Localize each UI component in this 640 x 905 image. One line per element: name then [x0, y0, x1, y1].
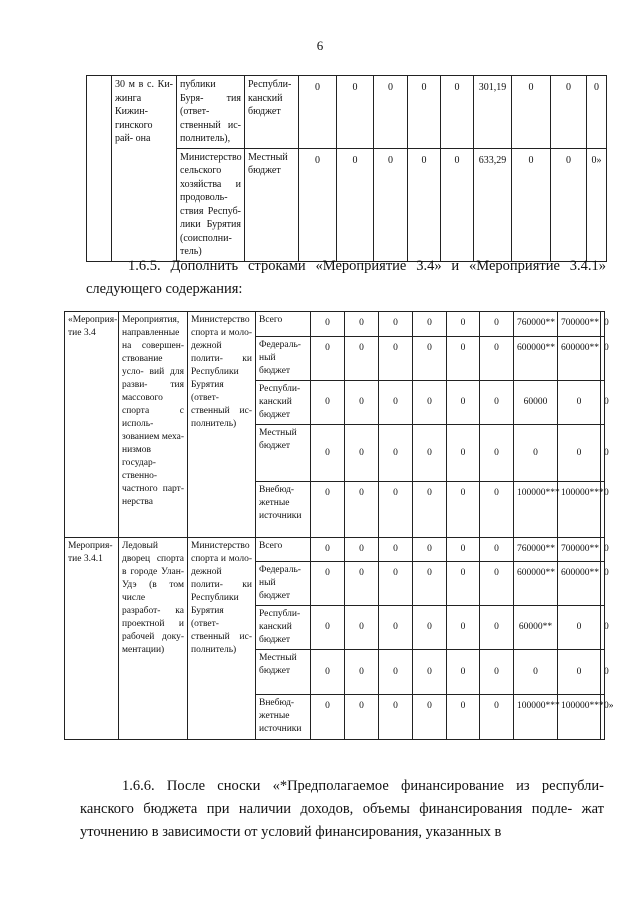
- source-cell: Внебюд- жетные источники: [256, 695, 311, 740]
- source-cell: Местный бюджет: [256, 650, 311, 695]
- table-row: [65, 538, 605, 562]
- description-cell: 30 м в с. Ки- жинга Кижин- гинского рай- она: [112, 76, 177, 262]
- paragraph-1-6-6: 1.6.6. После сноски «*Предполагаемое финансирование из республи- канского бюджета при наличии доходов, объемы финансирования подле- жат уточнению в зависимости от условий финансирования, указанных в: [80, 778, 604, 840]
- executor-cell: Министерство спорта и моло- дежной полити- ки Республики Бурятия (ответ- ственный ис- полнитель): [188, 312, 256, 538]
- value-cell: 0: [480, 650, 514, 695]
- source-cell: Местный бюджет: [245, 148, 299, 261]
- value-cell: 0: [558, 650, 601, 695]
- source-cell: Местный бюджет: [256, 425, 311, 482]
- value-cell: 0: [379, 650, 413, 695]
- value-cell: 0: [374, 148, 408, 261]
- value-cell: 0: [345, 337, 379, 381]
- source-cell: Внебюд- жетные источники: [256, 482, 311, 538]
- source-cell: Всего: [256, 538, 311, 562]
- value-cell: 0: [441, 148, 474, 261]
- value-cell: 0: [299, 148, 337, 261]
- value-cell: 0: [447, 650, 480, 695]
- value-cell: 0: [345, 425, 379, 482]
- value-cell: 0: [311, 695, 345, 740]
- value-cell: 60000: [514, 381, 558, 425]
- value-cell: 0: [558, 606, 601, 650]
- value-cell: 0: [447, 562, 480, 606]
- value-cell: 0: [480, 695, 514, 740]
- value-cell: 0: [601, 606, 605, 650]
- value-cell: 0: [413, 482, 447, 538]
- value-cell: 700000**: [558, 312, 601, 337]
- value-cell: 760000**: [514, 538, 558, 562]
- value-cell: 0: [345, 562, 379, 606]
- value-cell: 0: [345, 606, 379, 650]
- value-cell: 600000**: [558, 562, 601, 606]
- value-cell: 0: [345, 538, 379, 562]
- value-cell: 0: [601, 650, 605, 695]
- value-cell: 0: [601, 538, 605, 562]
- value-cell: 600000**: [558, 337, 601, 381]
- value-cell: 0: [337, 148, 374, 261]
- value-cell: 0: [311, 482, 345, 538]
- value-cell: 0: [311, 650, 345, 695]
- value-cell: 0: [601, 425, 605, 482]
- value-cell: 0: [413, 695, 447, 740]
- value-cell: 0: [480, 482, 514, 538]
- page-number: 6: [316, 38, 324, 53]
- value-cell: 0: [447, 606, 480, 650]
- value-cell: 0: [413, 650, 447, 695]
- value-cell: 0: [551, 148, 587, 261]
- table-row: [87, 76, 607, 149]
- value-cell: 0: [374, 76, 408, 149]
- value-cell: 0: [379, 381, 413, 425]
- description-cell: Мероприятия, направленные на совершен- ствование усло- вий для разви- тия массового спорта с исполь- зованием меха- низмов государ- ственно- частного парт- нерства: [119, 312, 188, 538]
- value-cell: 0: [441, 76, 474, 149]
- value-cell: 0: [558, 425, 601, 482]
- paragraph-1-6-5: 1.6.5. Дополнить строками «Мероприятие 3.4» и «Мероприятие 3.4.1» следующего содержания:: [86, 258, 606, 297]
- measure-code-cell: Мероприя- тие 3.4.1: [65, 538, 119, 740]
- value-cell: 0: [413, 606, 447, 650]
- value-cell: 0: [413, 425, 447, 482]
- value-cell: 60000**: [514, 606, 558, 650]
- value-cell: 0: [601, 482, 605, 538]
- value-cell: 0: [379, 425, 413, 482]
- measure-code-cell: «Мероприя- тие 3.4: [65, 312, 119, 538]
- description-cell: Ледовый дворец спорта в городе Улан-Удэ (в том числе разработ- ка проектной и рабочей доку- ментации): [119, 538, 188, 740]
- executor-cell: публики Буря- тия (ответ- ственный ис- полнитель),: [177, 76, 245, 149]
- value-cell: 0: [311, 562, 345, 606]
- executor-cell: Министерство сельского хозяйства и продоволь- ствия Респуб- лики Бурятия (соисполни- тель): [177, 148, 245, 261]
- value-cell: 0: [480, 337, 514, 381]
- value-cell: 0: [480, 538, 514, 562]
- value-cell: 0: [379, 606, 413, 650]
- value-cell: 100000***: [558, 482, 601, 538]
- value-cell: 0: [413, 312, 447, 337]
- value-cell: 0: [413, 337, 447, 381]
- value-cell: 0: [345, 312, 379, 337]
- value-cell: 100000***: [514, 482, 558, 538]
- value-cell: 0: [514, 650, 558, 695]
- value-cell: 0: [480, 312, 514, 337]
- value-cell: 0: [587, 76, 607, 149]
- value-cell: 0: [311, 337, 345, 381]
- table-row: [65, 312, 605, 337]
- value-cell: 0: [311, 312, 345, 337]
- value-cell: 0: [447, 381, 480, 425]
- value-cell: 0: [408, 148, 441, 261]
- value-cell: 0: [311, 425, 345, 482]
- source-cell: Федераль- ный бюджет: [256, 562, 311, 606]
- value-cell: 0: [379, 337, 413, 381]
- value-cell: 0: [447, 538, 480, 562]
- value-cell: 600000**: [514, 562, 558, 606]
- value-cell: 0: [447, 425, 480, 482]
- value-cell: 301,19: [474, 76, 512, 149]
- value-cell: 0: [345, 482, 379, 538]
- value-cell: 0: [311, 381, 345, 425]
- value-cell: 0: [413, 538, 447, 562]
- value-cell: 0»: [601, 695, 605, 740]
- value-cell: 100000***: [558, 695, 601, 740]
- value-cell: 0: [480, 381, 514, 425]
- value-cell: 0: [345, 381, 379, 425]
- value-cell: 0: [345, 695, 379, 740]
- executor-cell: Министерство спорта и моло- дежной полити- ки Республики Бурятия (ответ- ственный ис- полнитель): [188, 538, 256, 740]
- value-cell: 0: [311, 606, 345, 650]
- value-cell: 0: [601, 562, 605, 606]
- value-cell: 0: [558, 381, 601, 425]
- value-cell: 0: [447, 337, 480, 381]
- value-cell: 600000**: [514, 337, 558, 381]
- value-cell: 0: [601, 381, 605, 425]
- value-cell: 700000**: [558, 538, 601, 562]
- value-cell: 0: [447, 312, 480, 337]
- value-cell: 0: [601, 337, 605, 381]
- value-cell: 0: [512, 148, 551, 261]
- value-cell: 0: [413, 381, 447, 425]
- value-cell: 633,29: [474, 148, 512, 261]
- source-cell: Республи- канский бюджет: [245, 76, 299, 149]
- source-cell: Республи- канский бюджет: [256, 381, 311, 425]
- table-continuation: [86, 75, 607, 262]
- value-cell: 0: [447, 695, 480, 740]
- value-cell: 0: [413, 562, 447, 606]
- source-cell: Республи- канский бюджет: [256, 606, 311, 650]
- value-cell: 0: [299, 76, 337, 149]
- value-cell: 0: [514, 425, 558, 482]
- value-cell: 0: [512, 76, 551, 149]
- value-cell: 0: [311, 538, 345, 562]
- table-measures: [64, 311, 614, 740]
- value-cell: 760000**: [514, 312, 558, 337]
- value-cell: 0: [345, 650, 379, 695]
- source-cell: Всего: [256, 312, 311, 337]
- value-cell: 0: [447, 482, 480, 538]
- table-cell: [87, 76, 112, 262]
- value-cell: 0: [379, 538, 413, 562]
- value-cell: 0: [480, 562, 514, 606]
- value-cell: 0: [601, 312, 605, 337]
- value-cell: 0: [480, 425, 514, 482]
- value-cell: 0»: [587, 148, 607, 261]
- value-cell: 0: [551, 76, 587, 149]
- value-cell: 0: [379, 312, 413, 337]
- value-cell: 0: [408, 76, 441, 149]
- value-cell: 0: [480, 606, 514, 650]
- value-cell: 0: [379, 562, 413, 606]
- value-cell: 0: [379, 695, 413, 740]
- value-cell: 100000***: [514, 695, 558, 740]
- value-cell: 0: [379, 482, 413, 538]
- source-cell: Федераль- ный бюджет: [256, 337, 311, 381]
- value-cell: 0: [337, 76, 374, 149]
